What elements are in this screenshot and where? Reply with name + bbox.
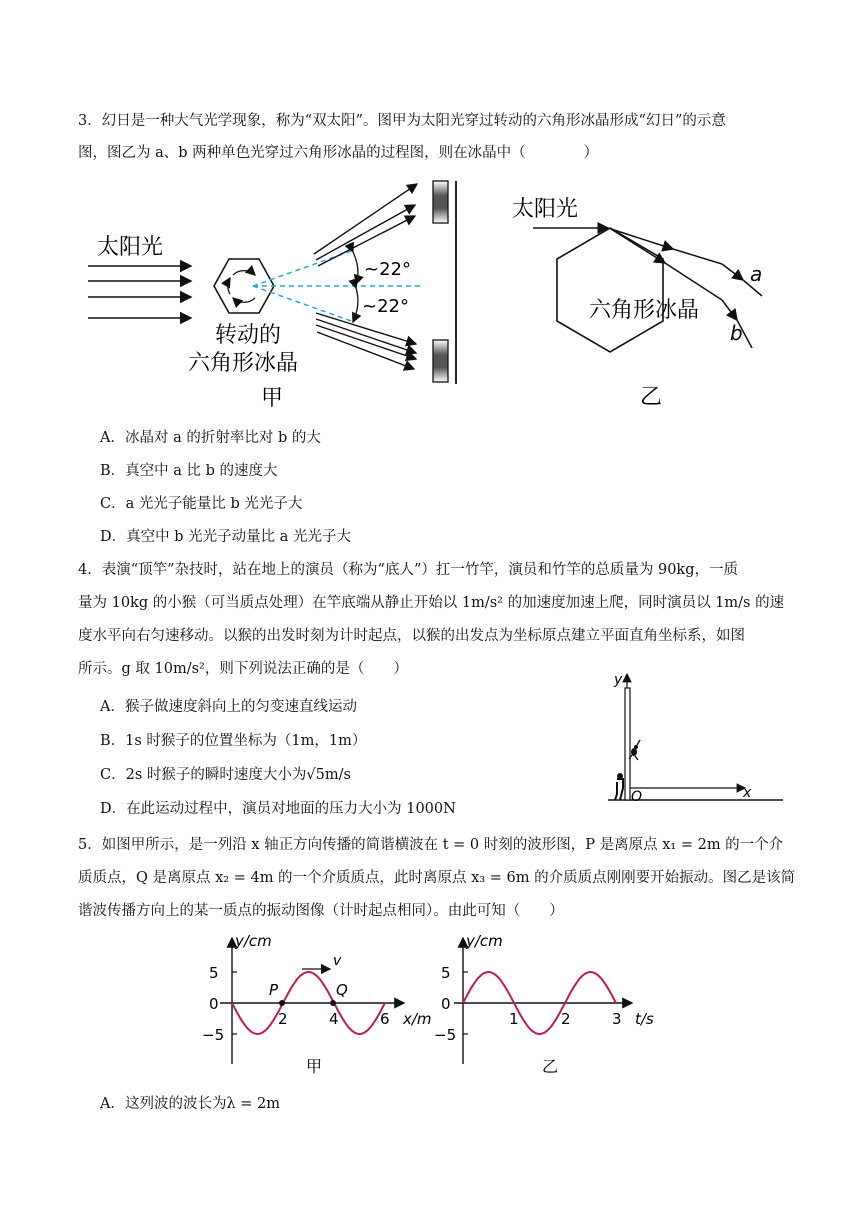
jia-y-tick-0: 0 [209, 995, 219, 1013]
refracted-rays-upper [314, 184, 417, 266]
q4-line3: 度水平向右匀速移动。以猴的出发时刻为计时起点，以猴的出发点为坐标原点建立平面直角坐标系，如图 [78, 628, 745, 644]
q4-option-b: B．1s 时猴子的位置坐标为（1m，1m） [100, 733, 367, 749]
jia-x-tick-2: 2 [278, 1010, 288, 1028]
crystal-label-line2: 六角形冰晶 [188, 351, 299, 376]
q5-vibration-graph-yi [432, 932, 662, 1080]
label-Q: Q [336, 981, 348, 999]
ray-a-label: a [750, 262, 763, 286]
q3-option-c: C．a 光光子能量比 b 光光子大 [100, 496, 303, 512]
hexagon-crystal-shape [557, 228, 663, 352]
q4-figure-monkey-pole [605, 664, 785, 808]
jia-y-tick-neg5: −5 [202, 1026, 225, 1044]
rotation-arrows-icon [228, 271, 255, 303]
q4-y-label: y [614, 672, 623, 688]
q5-line3: 谐波传播方向上的某一质点的振动图像（计时起点相同）。由此可知（ ） [78, 903, 564, 919]
incoming-rays [88, 266, 191, 318]
point-P [279, 1000, 285, 1006]
q4-line2: 量为 10kg 的小猴（可当质点处理）在竿底端从静止开始以 1m/s² 的加速度加速上爬，同时演员以 1m/s 的速 [78, 595, 785, 611]
q3-option-a: A．冰晶对 a 的折射率比对 b 的大 [100, 430, 321, 446]
q5-line1: 5．如图甲所示，是一列沿 x 轴正方向传播的简谐横波在 t = 0 时刻的波形图，P 是离原点 x₁ = 2m 的一个介 [78, 837, 784, 853]
q4-option-c: C．2s 时猴子的瞬时速度大小为√5m/s [100, 767, 351, 783]
screen-top-bright-spot [433, 181, 448, 223]
yi-crystal-label: 六角形冰晶 [589, 298, 700, 323]
yi-caption: 乙 [542, 1057, 559, 1076]
jia-sunlight-label: 太阳光 [97, 235, 164, 260]
q3-option-b: B．真空中 a 比 b 的速度大 [100, 463, 278, 479]
monkey-icon [629, 740, 640, 760]
angle-up-label: ~22° [364, 259, 411, 280]
refracted-rays-lower [316, 313, 416, 369]
yi-x-label: t/s [635, 1010, 654, 1028]
yi-sunlight-label: 太阳光 [512, 197, 579, 222]
ray-a-out [722, 264, 743, 280]
q4-line4: 所示。g 取 10m/s²，则下列说法正确的是（ ） [78, 661, 408, 677]
q3-line1: 3．幻日是一种大气光学现象，称为“双太阳”。图甲为太阳光穿过转动的六角形冰晶形成“幻日”的示意 [78, 113, 726, 129]
q3-option-d: D．真空中 b 光光子动量比 a 光光子大 [100, 529, 351, 545]
figure-yi-caption: 乙 [640, 385, 663, 410]
jia-y-label: y/cm [235, 932, 272, 950]
crystal-label-line1: 转动的 [215, 323, 282, 348]
bamboo-pole [625, 688, 630, 800]
yi-x-tick-3: 3 [612, 1010, 622, 1028]
ray-b-label: b [730, 321, 743, 345]
q5-line2: 质质点，Q 是离原点 x₂ = 4m 的一个介质质点，此时离原点 x₃ = 6m 的介质质点刚刚要开始振动。图乙是该简 [78, 870, 796, 886]
velocity-label: v [333, 953, 342, 969]
q4-option-a: A．猴子做速度斜向上的匀变速直线运动 [100, 699, 357, 715]
angle-arcs [353, 252, 358, 322]
q4-x-label: x [743, 785, 752, 801]
figure-jia-caption: 甲 [261, 386, 284, 411]
q3-figure-yi [500, 186, 790, 411]
ray-b-inside [611, 229, 665, 263]
q5-option-a: A．这列波的波长为λ = 2m [100, 1096, 281, 1112]
jia-caption: 甲 [306, 1057, 323, 1076]
jia-x-tick-4: 4 [329, 1010, 339, 1028]
q4-option-d: D．在此运动过程中，演员对地面的压力大小为 1000N [100, 801, 456, 817]
jia-x-label: x/m [403, 1010, 432, 1028]
ray-b-out [722, 300, 737, 320]
q4-line1: 4．表演“顶竿”杂技时，站在地上的演员（称为“底人”）扛一竹竿，演员和竹竿的总质量为 90kg，一质 [78, 562, 739, 578]
angle-down-label: ~22° [362, 296, 409, 317]
yi-y-label: y/cm [466, 932, 503, 950]
jia-y-tick-5: 5 [209, 964, 219, 982]
performer-icon [615, 773, 623, 800]
yi-x-tick-2: 2 [561, 1010, 571, 1028]
q4-origin-label: O [631, 789, 643, 805]
jia-x-tick-6: 6 [380, 1010, 390, 1028]
screen-bottom-bright-spot [433, 340, 448, 382]
q5-wave-graph-jia [198, 932, 433, 1080]
yi-y-tick-5: 5 [441, 964, 451, 982]
point-Q [330, 1000, 336, 1006]
yi-x-tick-1: 1 [509, 1010, 519, 1028]
q3-line2: 图，图乙为 a、b 两种单色光穿过六角形冰晶的过程图，则在冰晶中（ ） [78, 145, 599, 161]
q3-figure-jia [85, 172, 470, 412]
yi-y-tick-neg5: −5 [434, 1026, 457, 1044]
yi-y-tick-0: 0 [441, 995, 451, 1013]
label-P: P [269, 981, 279, 999]
